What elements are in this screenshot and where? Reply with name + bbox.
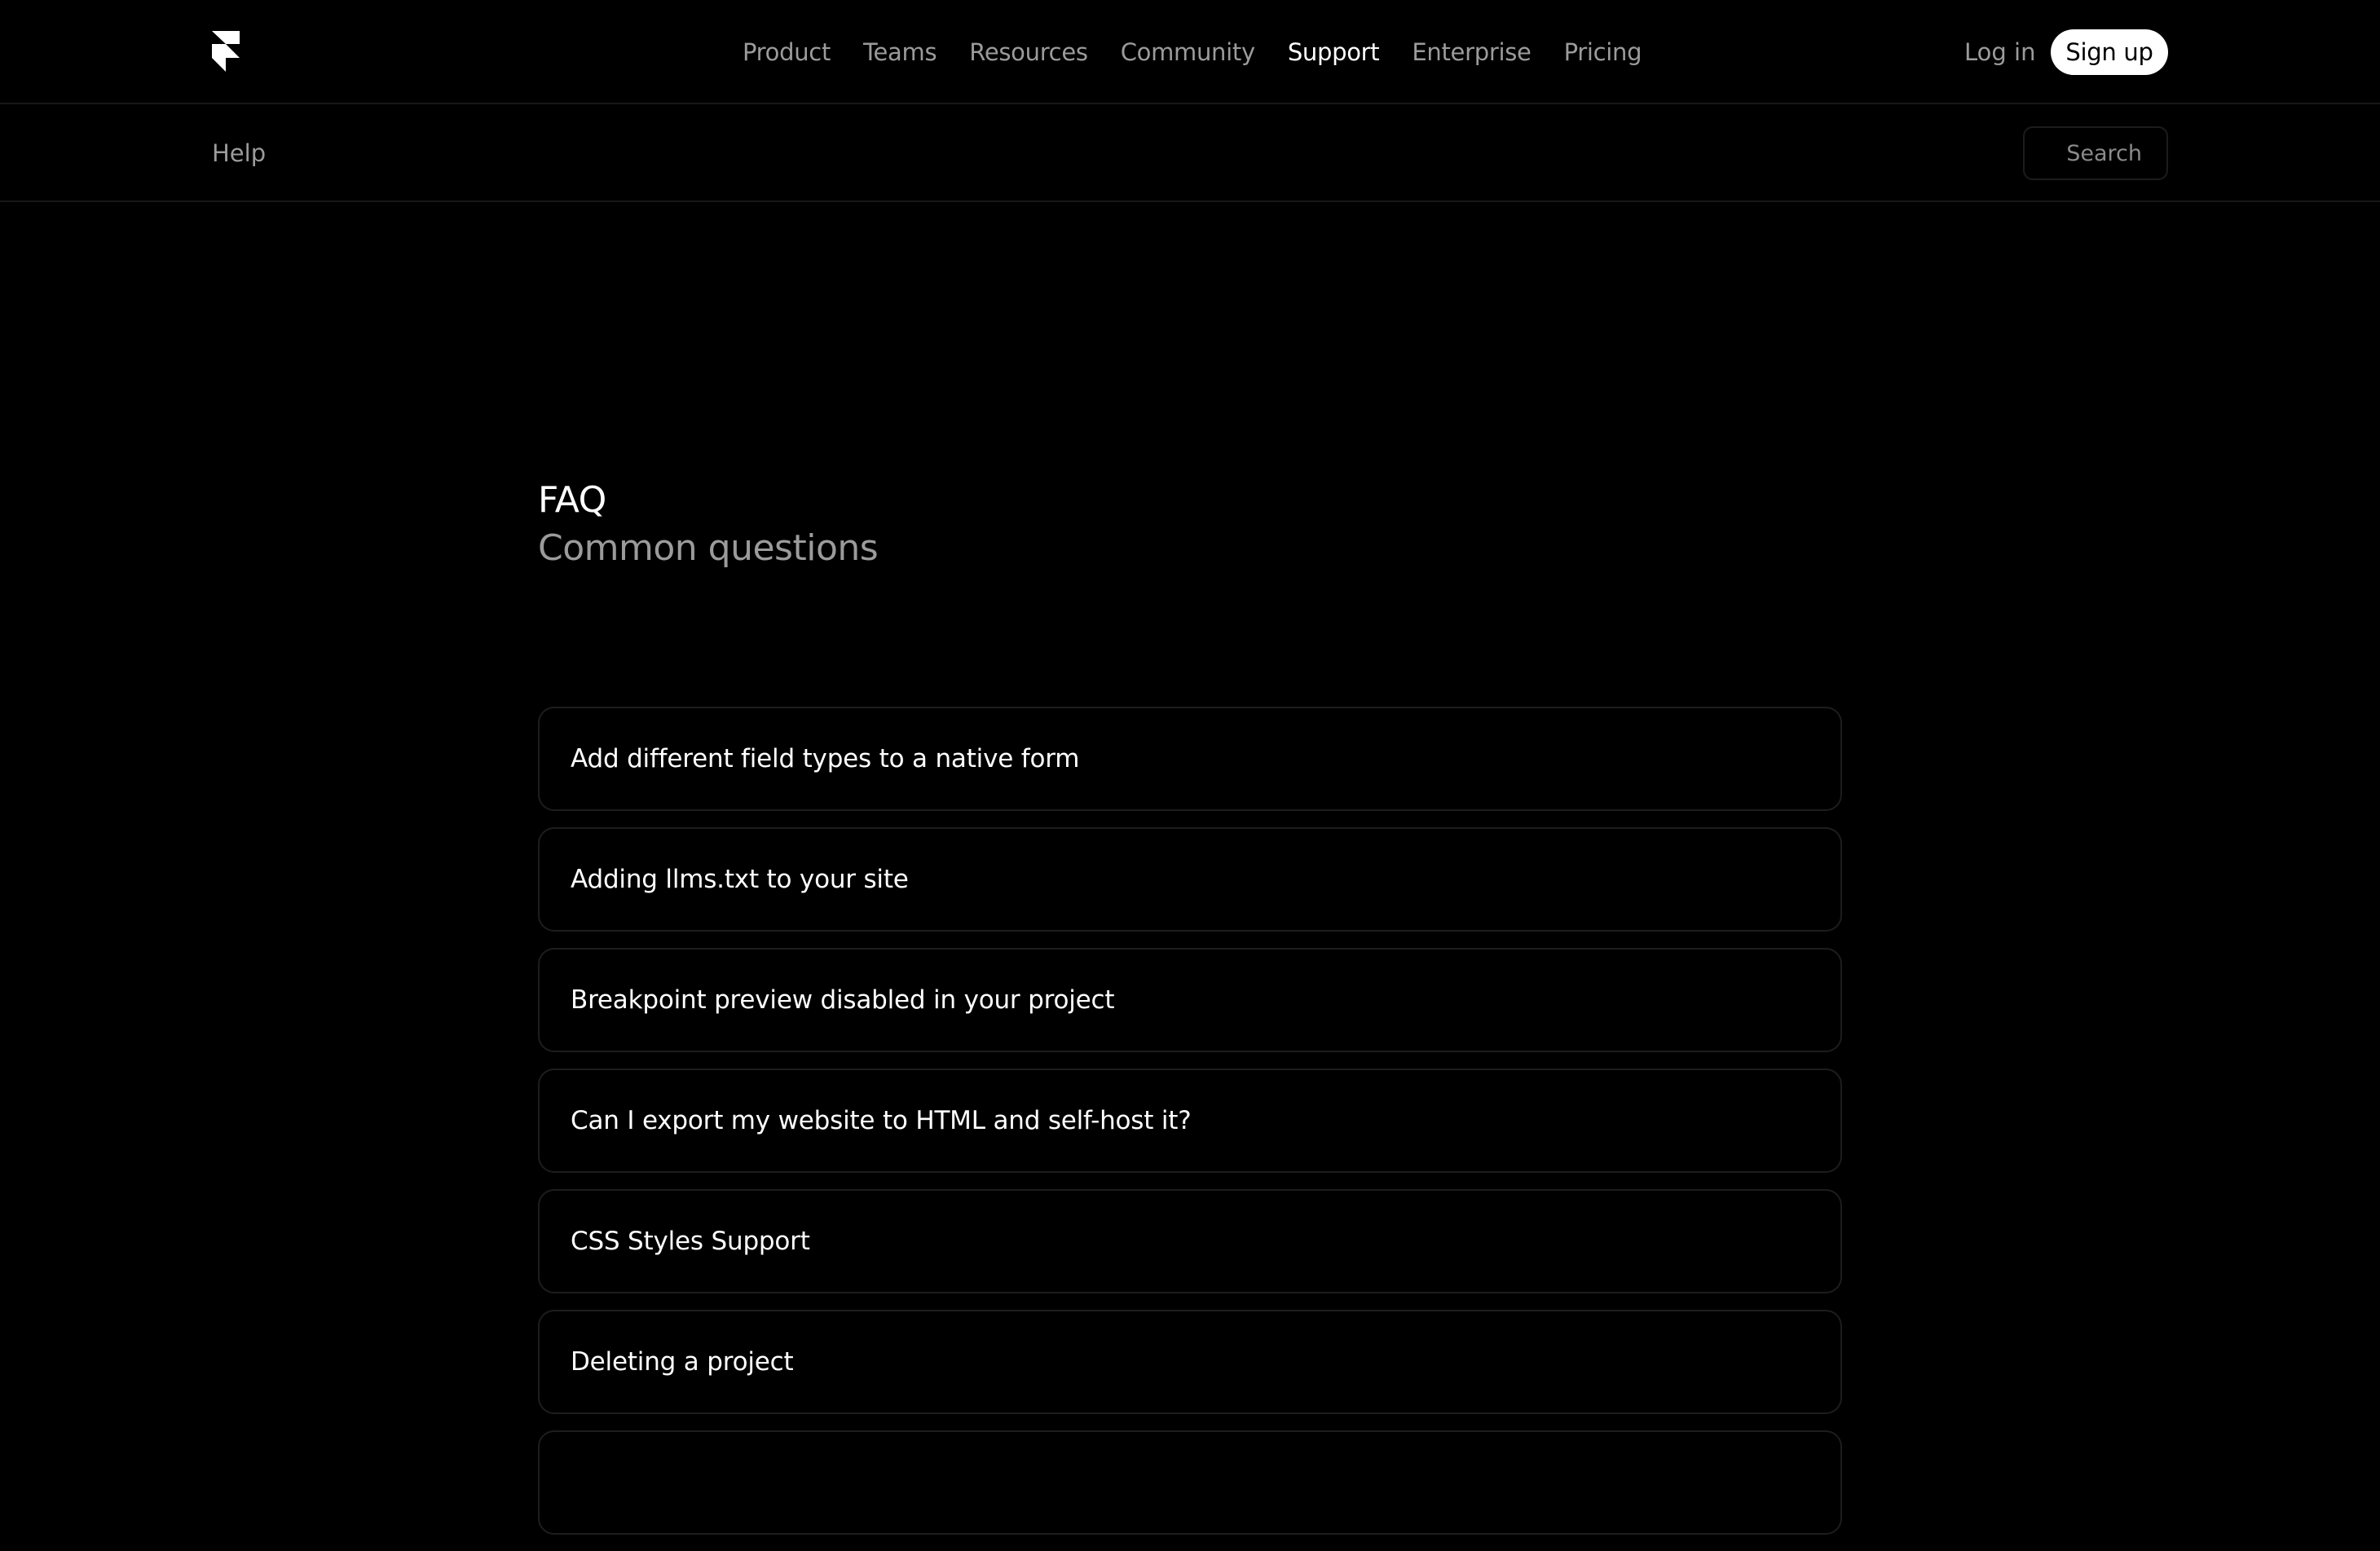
search-label: Search [2066,140,2142,166]
top-navigation [0,0,2380,104]
faq-item-label: Deleting a project [571,1347,794,1377]
faq-list [538,707,1842,1551]
nav-community[interactable]: Community [1120,38,1255,66]
nav-resources[interactable]: Resources [969,38,1088,66]
signup-button[interactable]: Sign up [2051,29,2168,75]
nav-enterprise[interactable]: Enterprise [1412,38,1532,66]
faq-item-label: CSS Styles Support [571,1227,810,1256]
faq-item-label: Add different field types to a native form [571,744,1080,773]
faq-item[interactable] [538,707,1842,811]
help-link[interactable]: Help [212,139,267,167]
faq-item[interactable] [538,948,1842,1052]
page-title: FAQ [538,479,606,521]
faq-item[interactable] [538,1430,1842,1535]
faq-item[interactable] [538,827,1842,932]
faq-item-label: Adding llms.txt to your site [571,865,909,894]
faq-item[interactable] [538,1189,1842,1293]
main-nav [743,38,1642,66]
faq-heading [538,477,878,573]
faq-item-label: Breakpoint preview disabled in your project [571,985,1115,1015]
faq-item-label: Can I export my website to HTML and self-host it? [571,1106,1192,1135]
login-link[interactable]: Log in [1964,38,2036,66]
help-subnav [0,104,2380,202]
nav-teams[interactable]: Teams [863,38,937,66]
page-subtitle: Common questions [538,527,879,569]
faq-item[interactable] [538,1310,1842,1414]
nav-pricing[interactable]: Pricing [1563,38,1642,66]
nav-support[interactable]: Support [1287,38,1380,66]
framer-logo-icon[interactable] [212,31,240,72]
faq-item[interactable] [538,1069,1842,1173]
nav-product[interactable]: Product [743,38,831,66]
search-button[interactable] [2023,126,2168,180]
